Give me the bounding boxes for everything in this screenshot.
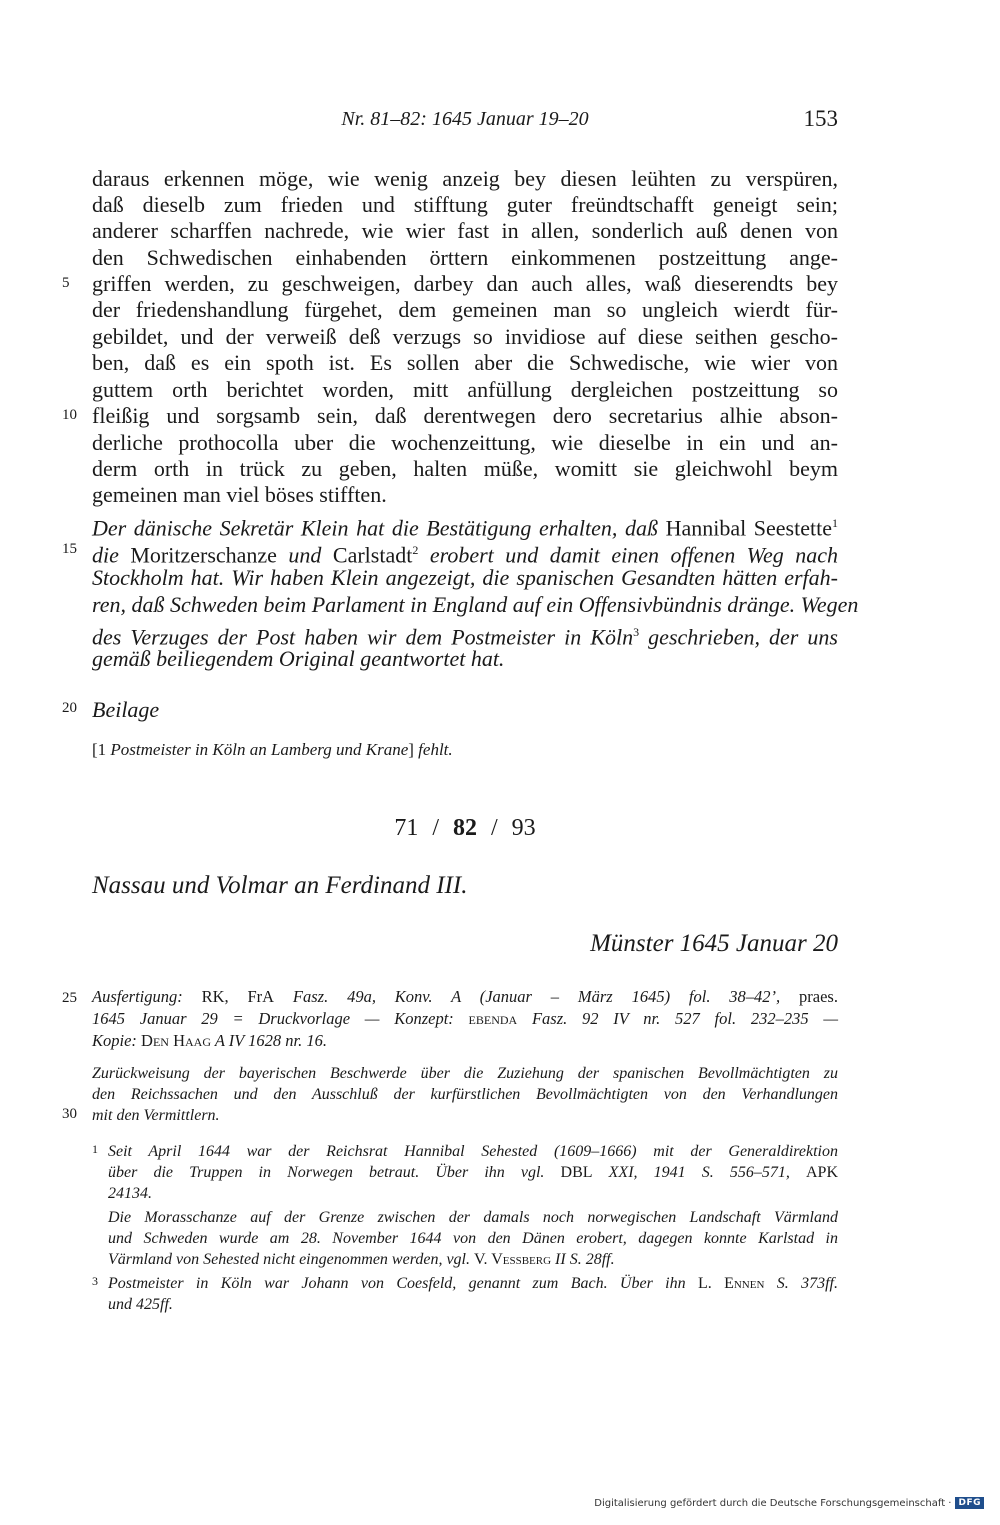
footnote-text: über die Truppen in Norwegen betraut. Über ihn vgl. (108, 1164, 561, 1181)
reference-abbr: APK (806, 1164, 839, 1181)
line-number: 5 (62, 275, 70, 291)
enclosure-title: Postmeister in Köln an Lamberg und Krane (110, 740, 409, 759)
footnote-line (108, 1249, 838, 1270)
bracket: [1 (92, 740, 111, 759)
bracket: ] (408, 740, 419, 759)
line-number: 30 (62, 1106, 77, 1122)
place-name: Carlstadt (332, 542, 413, 568)
funding-notice (594, 1495, 984, 1511)
footnote-ref: 3 (633, 625, 640, 639)
archive-name: RK, FrA (201, 987, 275, 1006)
source-ref: Fasz. 49a, Konv. A (Januar – März 1645) fol. 38–42’, (274, 987, 781, 1006)
footnote-ref: 1 (831, 516, 838, 530)
author-name: L. Ennen (697, 1275, 765, 1292)
enclosure-item (92, 740, 453, 760)
body-line: daß dieselb zum frieden und stifftung guter freündtschafft geneigt sein; (92, 192, 838, 217)
body-line: ben, daß es ein spoth ist. Es sollen aber die Schwedische, wie wier von (92, 350, 838, 375)
source-ref: 1645 Januar 29 = Druckvorlage — Konzept: (92, 1009, 469, 1028)
next-doc-number: 93 (511, 815, 536, 841)
source-label: Kopie: (92, 1031, 142, 1050)
prev-doc-number: 71 (394, 815, 419, 841)
source-line (92, 1030, 838, 1051)
page-number: 153 (803, 106, 838, 131)
summary-line: ren, daß Schweden beim Parlament in England auf ein Offensivbündnis dränge. Wegen (92, 592, 859, 617)
line-number: 15 (62, 541, 77, 557)
footnote-line (108, 1273, 838, 1294)
abstract-line: mit den Vermittlern. (92, 1107, 220, 1124)
summary-line (92, 510, 838, 541)
reference-abbr: DBL (560, 1164, 593, 1181)
enclosure-status: fehlt. (418, 740, 453, 759)
source-line (92, 986, 838, 1007)
archive-name: ebenda (468, 1009, 518, 1028)
place-date: Münster 1645 Januar 20 (590, 930, 838, 957)
current-doc-number: 82 (453, 815, 477, 841)
line-number: 10 (62, 407, 77, 423)
body-line: anderer scharffen nachrede, wie wier fast in allen, sonderlich auß denen von (92, 218, 838, 243)
body-line: derm orth in trück zu geben, halten müße, womitt sie gleichwohl beym (92, 456, 838, 481)
funding-text: Digitalisierung gefördert durch die Deutsche Forschungsgemeinschaft · (594, 1497, 952, 1509)
source-ref: Fasz. 92 IV nr. 527 fol. 232–235 — (517, 1009, 838, 1028)
footnote-line: Seit April 1644 war der Reichsrat Hannibal Sehested (1609–1666) mit der Generaldirektion (108, 1143, 838, 1160)
running-header (92, 106, 838, 136)
separator: / (491, 815, 498, 841)
body-line: griffen werden, zu geschweigen, darbey dan auch alles, waß dieserendts bey (92, 271, 838, 296)
summary-text: und (276, 542, 333, 568)
body-line: gemeinen man viel böses stifften. (92, 482, 387, 507)
footnote-text: S. 373ff. (764, 1275, 838, 1292)
separator: / (432, 815, 439, 841)
summary-text: die (92, 542, 131, 568)
line-number: 20 (62, 700, 77, 716)
body-line: fleißig und sorgsamb sein, daß derentwegen dero secretarius alhie abson- (92, 403, 838, 428)
footnote-text: Postmeister in Köln war Johann von Coesfeld, genannt zum Bach. Über ihn (108, 1275, 698, 1292)
summary-text: geschrieben, der uns (639, 624, 838, 650)
dfg-logo: DFG (955, 1497, 984, 1509)
document-title: Nassau und Volmar an Ferdinand III. (92, 872, 468, 899)
summary-line: Stockholm hat. Wir haben Klein angezeigt, die spanischen Gesandten hätten erfah- (92, 565, 838, 590)
body-line: derliche prothocolla uber die wochenzeittung, wie dieselbe in ein und an- (92, 430, 838, 455)
source-line (92, 1008, 838, 1029)
abstract-line: den Reichssachen und den Ausschluß der kurfürstlichen Bevollmächtigten von den Verhandlungen (92, 1086, 838, 1103)
body-line: den Schwedischen einhabenden örttern einkommenen postzeittung ange- (92, 245, 838, 270)
footnote-line: und Schweden wurde am 28. November 1644 von den Dänen erobert, dagegen konnte Karlstad in (108, 1230, 838, 1247)
summary-line (92, 619, 838, 650)
footnote-line: Die Morasschanze auf der Grenze zwischen der damals noch norwegischen Landschaft Värmland (108, 1209, 838, 1226)
person-name: Hannibal Seestette (665, 515, 832, 541)
footnote-text: II S. 28ff. (551, 1251, 615, 1268)
header-title: Nr. 81–82: 1645 Januar 19–20 (341, 108, 589, 130)
footnote-text: Värmland von Sehested nicht eingenommen werden, vgl. (108, 1251, 474, 1268)
place-name: Moritzerschanze (130, 542, 277, 568)
summary-text: Der dänische Sekretär Klein hat die Bestätigung erhalten, daß (92, 515, 666, 541)
source-praes: praes. (780, 987, 838, 1006)
source-ref: A IV 1628 nr. 16. (211, 1031, 327, 1050)
footnote-number: 3 (92, 1274, 98, 1288)
summary-text: erobert und damit einen offenen Weg nach (418, 542, 838, 568)
document-number (92, 815, 838, 842)
enclosure-heading: Beilage (92, 697, 160, 722)
footnote-ref: 2 (412, 543, 419, 557)
summary-text: des Verzuges der Post haben wir dem Postmeister in Köln (92, 624, 634, 650)
abstract-line: Zurückweisung der bayerischen Beschwerde über die Zuziehung der spanischen Bevollmächtigten zu (92, 1065, 838, 1082)
footnote-line: und 425ff. (108, 1296, 173, 1313)
author-name: V. Vessberg (473, 1251, 552, 1268)
footnote-number: 1 (92, 1142, 98, 1156)
line-number: 25 (62, 990, 77, 1006)
body-line: gebildet, und der verweiß deß verzugs so invidiose auf diese seithen gescho- (92, 324, 838, 349)
footnote-line (108, 1162, 838, 1183)
footnote-text: XXI, 1941 S. 556–571, (592, 1164, 806, 1181)
footnote-line: 24134. (108, 1185, 152, 1202)
summary-line: gemäß beiliegendem Original geantwortet hat. (92, 646, 505, 671)
body-line: der friedenshandlung fürgehet, dem gemeinen man so ungleich wierdt für- (92, 297, 838, 322)
body-line: guttem orth berichtet worden, mitt anfüllung dergleichen postzeittung so (92, 377, 838, 402)
source-label: Ausfertigung: (92, 987, 202, 1006)
body-line: daraus erkennen möge, wie wenig anzeig bey diesen leühten zu verspüren, (92, 166, 838, 191)
summary-line (92, 537, 838, 568)
archive-name: Den Haag (141, 1031, 211, 1050)
